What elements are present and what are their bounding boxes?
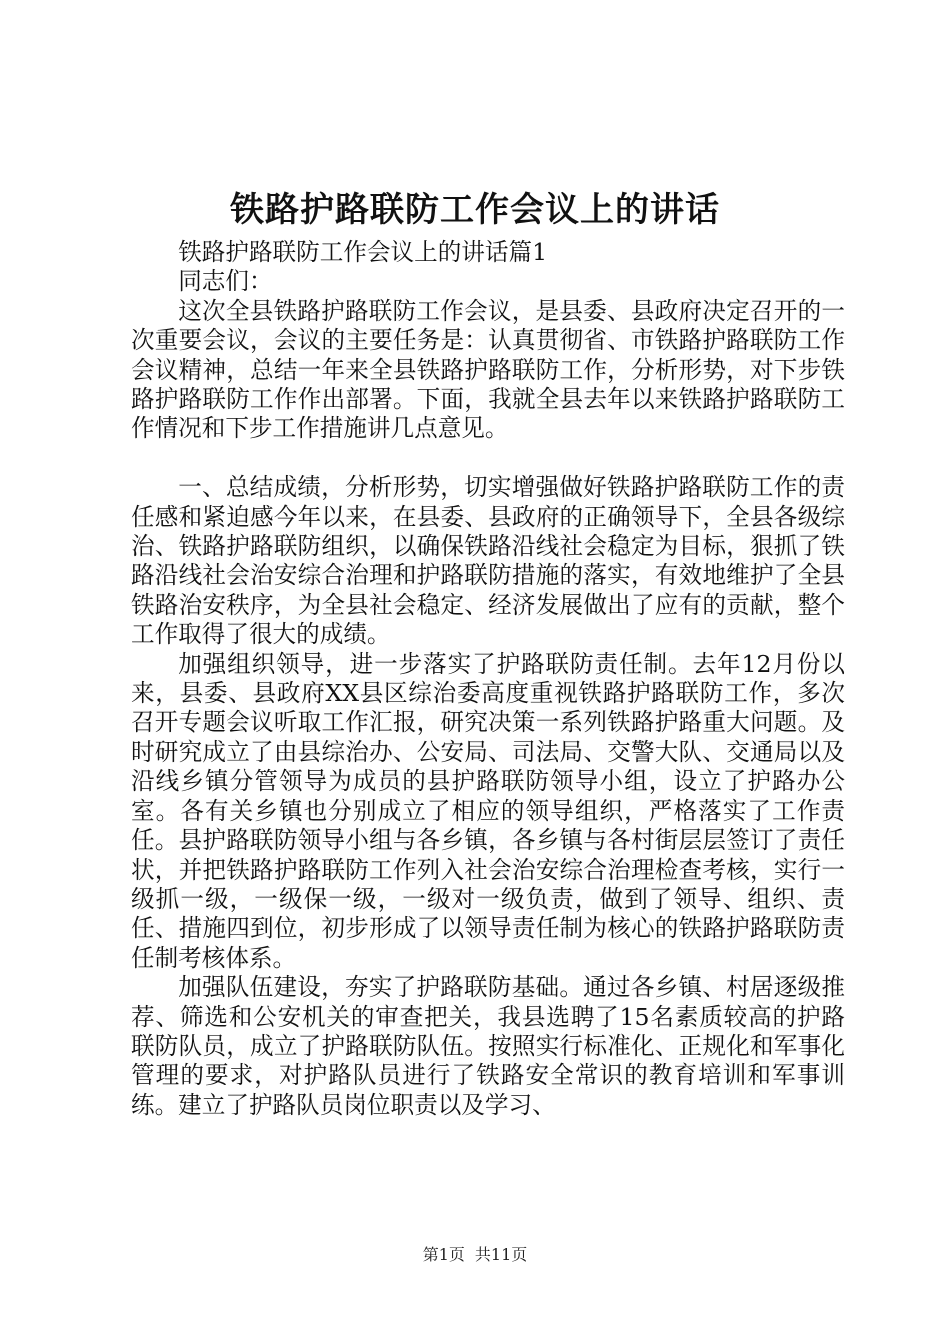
document-body (131, 238, 845, 1120)
paragraph-team-building: 加强队伍建设，夯实了护路联防基础。通过各乡镇、村居逐级推荐、筛选和公安机关的审查把关，我县选聘了15名素质较高的护路联防队员，成立了护路联防队伍。按照实行标准化、正规化和军事化管理的要求，对护路队员进行了铁路安全常识的教育培训和军事训练。建立了护路队员岗位职责以及学习、 (131, 973, 845, 1119)
paragraph-intro: 这次全县铁路护路联防工作会议，是县委、县政府决定召开的一次重要会议，会议的主要任务是：认真贯彻省、市铁路护路联防工作会议精神，总结一年来全县铁路护路联防工作，分析形势，对下步铁路护路联防工作作出部署。下面，我就全县去年以来铁路护路联防工作情况和下步工作措施讲几点意见。 (131, 296, 845, 443)
speech-subtitle: 铁路护路联防工作会议上的讲话篇1 (178, 238, 548, 266)
page-footer (0, 1244, 950, 1266)
paragraph-section-one: 一、总结成绩，分析形势，切实增强做好铁路护路联防工作的责任感和紧迫感今年以来，在县委、县政府的正确领导下，全县各级综治、铁路护路联防组织，以确保铁路沿线社会稳定为目标，狠抓了铁路沿线社会治安综合治理和护路联防措施的落实，有效地维护了全县铁路治安秩序，为全县社会稳定、经济发展做出了应有的贡献，整个工作取得了很大的成绩。 (131, 473, 845, 649)
document-title: 铁路护路联防工作会议上的讲话 (230, 190, 720, 230)
page-total: 共11页 (474, 1245, 528, 1264)
salutation: 同志们： (178, 267, 273, 296)
paragraph-organization: 加强组织领导，进一步落实了护路联防责任制。去年12月份以来，县委、县政府XX县区综治委高度重视铁路护路联防工作，多次召开专题会议听取工作汇报，研究决策一系列铁路护路重大问题。及时研究成立了由县综治办、公安局、司法局、交警大队、交通局以及沿线乡镇分管领导为成员的县护路联防领导小组，设立了护路办公室。各有关乡镇也分别成立了相应的领导组织，严格落实了工作责任。县护路联防领导小组与各乡镇，各乡镇与各村街层层签订了责任状，并把铁路护路联防工作列入社会治安综合治理检查考核，实行一级抓一级，一级保一级，一级对一级负责，做到了领导、组织、责任、措施四到位，初步形成了以领导责任制为核心的铁路护路联防责任制考核体系。 (131, 649, 845, 972)
page-number: 第1页 (422, 1245, 465, 1264)
